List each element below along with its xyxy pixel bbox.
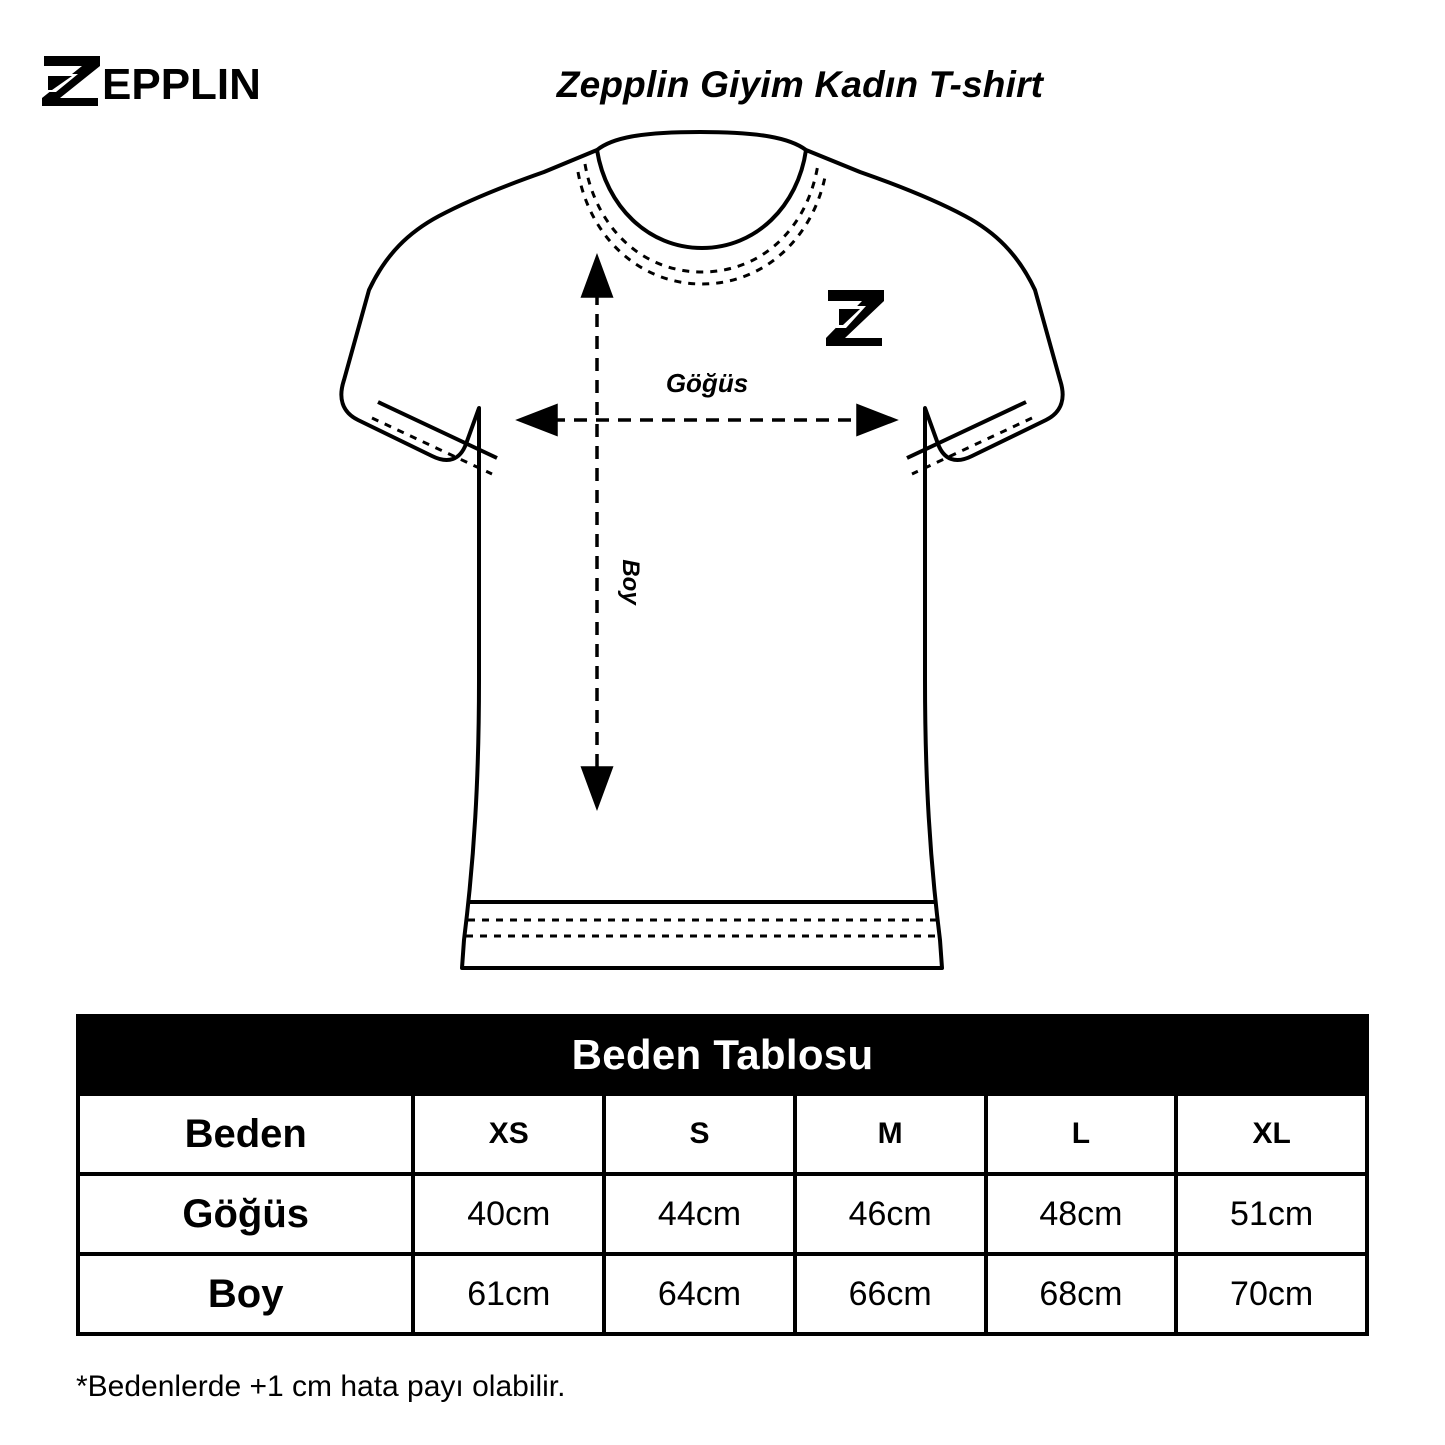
tshirt-illustration	[0, 120, 1445, 1000]
column-header-m: M	[795, 1094, 986, 1174]
column-header-l: L	[986, 1094, 1177, 1174]
page-header	[0, 0, 1445, 140]
cell-gogus-s: 44cm	[604, 1174, 795, 1254]
column-header-xs: XS	[413, 1094, 604, 1174]
cell-boy-xl: 70cm	[1176, 1254, 1367, 1334]
column-header-beden: Beden	[78, 1094, 413, 1174]
chest-logo-mark	[826, 290, 884, 346]
cell-boy-m: 66cm	[795, 1254, 986, 1334]
cell-gogus-l: 48cm	[986, 1174, 1177, 1254]
size-chart-table	[76, 1014, 1369, 1336]
table-header-row	[78, 1094, 1367, 1174]
table-row-boy	[78, 1254, 1367, 1334]
row-label-boy: Boy	[78, 1254, 413, 1334]
page-title	[300, 64, 1300, 106]
row-label-gogus: Göğüs	[78, 1174, 413, 1254]
zepplin-logo	[38, 52, 268, 108]
cell-gogus-m: 46cm	[795, 1174, 986, 1254]
table-row-gogus	[78, 1174, 1367, 1254]
cell-gogus-xs: 40cm	[413, 1174, 604, 1254]
chest-label: Göğüs	[665, 368, 749, 398]
table-title: Beden Tablosu	[78, 1016, 1367, 1094]
cell-boy-xs: 61cm	[413, 1254, 604, 1334]
chest-measure-arrow	[520, 406, 894, 434]
cell-boy-l: 68cm	[986, 1254, 1177, 1334]
page-title-light: Zepplin Giyim	[556, 64, 815, 105]
cell-gogus-xl: 51cm	[1176, 1174, 1367, 1254]
column-header-xl: XL	[1176, 1094, 1367, 1174]
length-label: Boy	[617, 559, 644, 605]
page-title-bold: Kadın T-shirt	[814, 64, 1044, 105]
length-measure-arrow	[583, 258, 611, 806]
table-title-row	[78, 1016, 1367, 1094]
svg-text:EPPLIN: EPPLIN	[102, 60, 261, 108]
cell-boy-s: 64cm	[604, 1254, 795, 1334]
column-header-s: S	[604, 1094, 795, 1174]
tolerance-footnote: *Bedenlerde +1 cm hata payı olabilir.	[76, 1370, 566, 1403]
